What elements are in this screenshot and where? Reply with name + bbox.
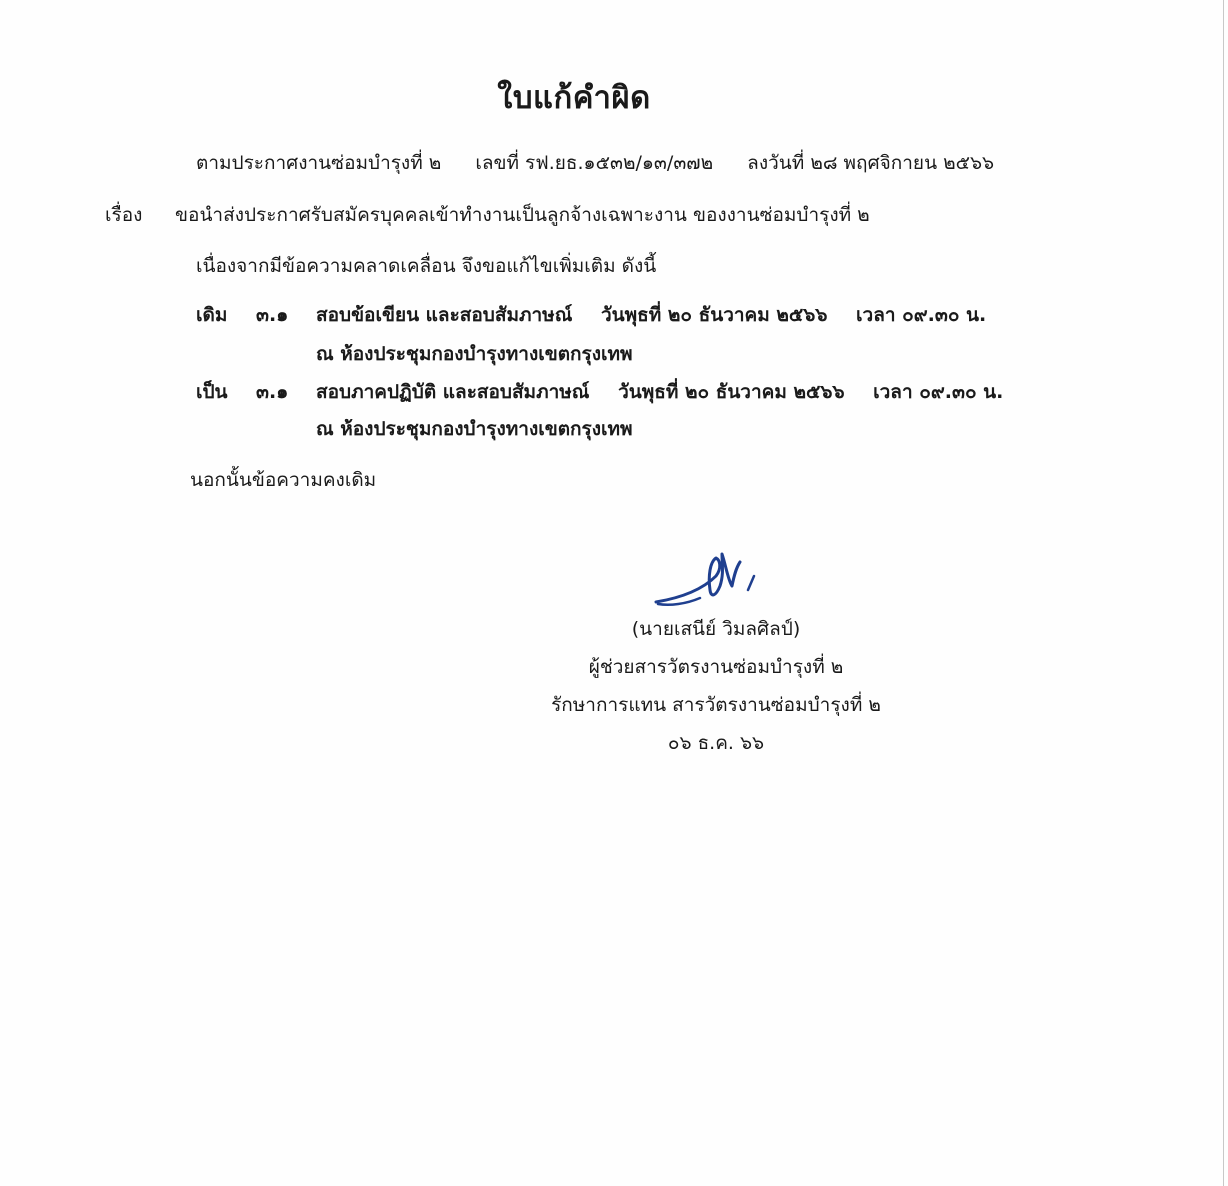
- correction-exam: สอบภาคปฏิบัติ และสอบสัมภาษณ์: [316, 381, 590, 403]
- correction-label: เดิม: [196, 304, 228, 326]
- correction-day: วันพุธที่ ๒๐ ธันวาคม ๒๕๖๖: [618, 381, 845, 403]
- signatory-acting: รักษาการแทน สารวัตรงานซ่อมบำรุงที่ ๒: [551, 694, 881, 716]
- signatory-name: (นายเสนีย์ วิมลศิลป์): [631, 618, 801, 640]
- correction-detail: [316, 300, 986, 330]
- correction-day: วันพุธที่ ๒๐ ธันวาคม ๒๕๖๖: [600, 304, 828, 326]
- correction-location: ณ ห้องประชุมกองบำรุงทางเขตกรุงเทพ: [316, 418, 633, 440]
- document-title: ใบแก้คำผิด: [497, 80, 651, 116]
- correction-detail: [316, 377, 1003, 407]
- correction-number: ๓.๑: [256, 304, 289, 326]
- closing-line: นอกนั้นข้อความคงเดิม: [190, 469, 377, 491]
- reference-line: [196, 148, 994, 178]
- reference-date: ลงวันที่ ๒๘ พฤศจิกายน ๒๕๖๖: [747, 152, 995, 174]
- correction-time: เวลา ๐๙.๓๐ น.: [856, 304, 987, 326]
- subject-label: เรื่อง: [105, 204, 143, 226]
- correction-location: ณ ห้องประชุมกองบำรุงทางเขตกรุงเทพ: [316, 343, 633, 365]
- correction-label: เป็น: [196, 381, 228, 403]
- body-paragraph: เนื่องจากมีข้อความคลาดเคลื่อน จึงขอแก้ไขเพิ่มเติม ดังนี้: [196, 255, 657, 277]
- scan-edge-line: [1223, 0, 1224, 1186]
- correction-exam: สอบข้อเขียน และสอบสัมภาษณ์: [316, 304, 573, 326]
- correction-number: ๓.๑: [256, 381, 289, 403]
- subject-text: ขอนำส่งประกาศรับสมัครบุคคลเข้าทำงานเป็นลูกจ้างเฉพาะงาน ของงานซ่อมบำรุงที่ ๒: [175, 204, 870, 226]
- signature-date: ๐๖ ธ.ค. ๖๖: [667, 732, 765, 754]
- signatory-position: ผู้ช่วยสารวัตรงานซ่อมบำรุงที่ ๒: [588, 656, 844, 678]
- correction-time: เวลา ๐๙.๓๐ น.: [873, 381, 1004, 403]
- reference-announcement: ตามประกาศงานซ่อมบำรุงที่ ๒: [196, 152, 442, 174]
- handwritten-signature: [650, 546, 780, 616]
- subject-line: [105, 200, 870, 230]
- reference-number: เลขที่ รฟ.ยธ.๑๕๓๒/๑๓/๓๗๒: [475, 152, 714, 174]
